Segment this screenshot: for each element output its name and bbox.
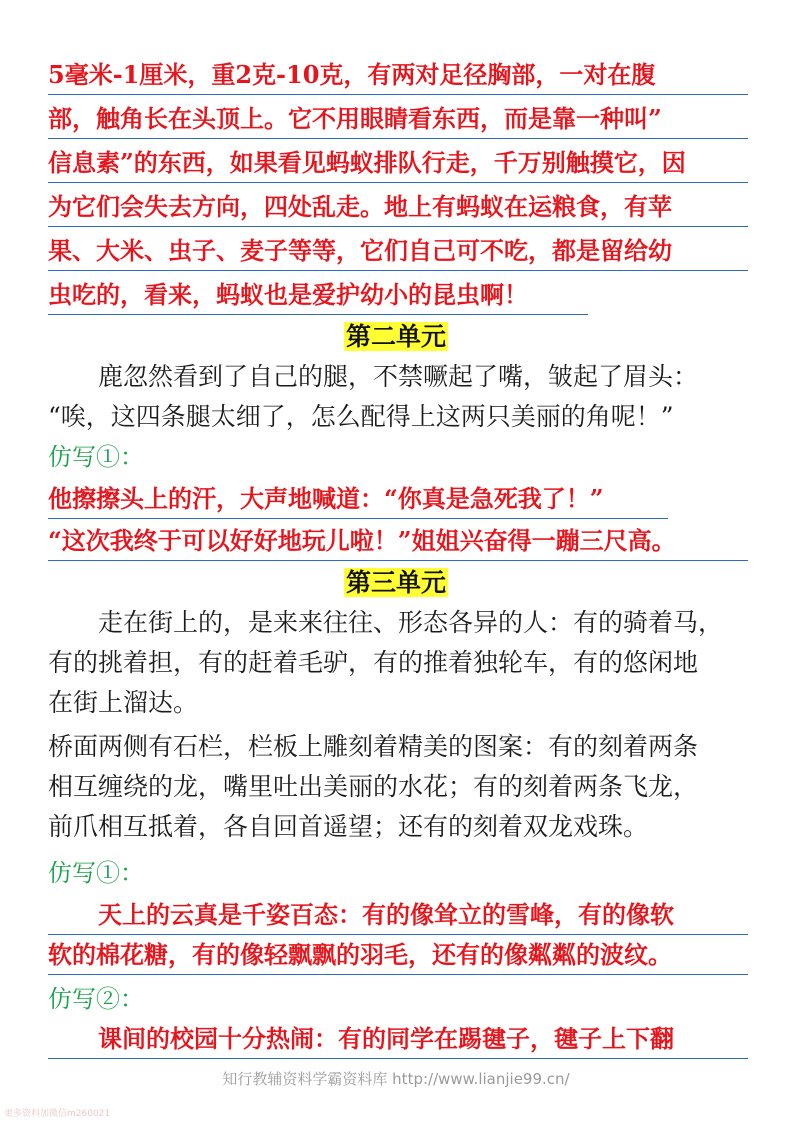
unit3-text1-line-1: 走在街上的，是来来往往、形态各异的人：有的骑着马， — [98, 608, 724, 637]
unit3-heading — [0, 566, 792, 600]
unit3-text2-line-1: 桥面两侧有石栏，栏板上雕刻着精美的图案：有的刻着两条 — [48, 732, 699, 761]
intro-line-6: 虫吃的，看来，蚂蚁也是爱护幼小的昆虫啊！ — [48, 278, 588, 315]
intro-line-5: 果、大米、虫子、麦子等等，它们自己可不吃，都是留给幼 — [48, 234, 748, 271]
unit2-imitation1-label: 仿写①： — [48, 443, 144, 471]
unit2-heading-text: 第二单元 — [345, 322, 446, 351]
intro-line-3: 信息素”的东西，如果看见蚂蚁排队行走，千万别触摸它，因 — [48, 146, 748, 183]
unit2-text-line-2: “唉，这四条腿太细了，怎么配得上这两只美丽的角呢！” — [48, 402, 674, 431]
unit2-text-line-1: 鹿忽然看到了自己的腿，不禁噘起了嘴，皱起了眉头： — [98, 362, 699, 391]
footer-watermark: 知行教辅资料学霸资料库 http://www.lianjie99.cn/ — [222, 1070, 570, 1088]
unit3-imitation2-label: 仿写②： — [48, 985, 144, 1013]
corner-mark: 更多资料加微信m260021 — [4, 1109, 111, 1119]
unit3-imitation1-line-1: 天上的云真是千姿百态：有的像耸立的雪峰，有的像软 — [48, 898, 748, 935]
unit2-imitation1-line-1: 他擦擦头上的汗，大声地喊道：“你真是急死我了！” — [48, 482, 668, 519]
unit3-text2-line-2: 相互缠绕的龙，嘴里吐出美丽的水花；有的刻着两条飞龙， — [48, 772, 699, 801]
intro-line-2: 部，触角长在头顶上。它不用眼睛看东西，而是靠一种叫” — [48, 102, 748, 139]
unit3-text2-line-3: 前爪相互抵着，各自回首遥望；还有的刻着双龙戏珠。 — [48, 812, 649, 841]
unit2-imitation1-line-2: “这次我终于可以好好地玩儿啦！”姐姐兴奋得一蹦三尺高。 — [48, 524, 748, 561]
unit2-heading — [0, 320, 792, 354]
unit3-text1-line-2: 有的挑着担，有的赶着毛驴，有的推着独轮车，有的悠闲地 — [48, 648, 699, 677]
unit3-imitation1-line-2: 软的棉花糖，有的像轻飘飘的羽毛，还有的像粼粼的波纹。 — [48, 938, 748, 975]
unit3-imitation2-line-1: 课间的校园十分热闹：有的同学在踢毽子，毽子上下翻 — [48, 1022, 748, 1059]
unit3-imitation1-label: 仿写①： — [48, 859, 144, 887]
intro-line-1: 5毫米-1厘米，重2克-10克，有两对足径胸部，一对在腹 — [48, 58, 748, 95]
unit3-heading-text: 第三单元 — [345, 568, 446, 597]
intro-line-4: 为它们会失去方向，四处乱走。地上有蚂蚁在运粮食，有苹 — [48, 190, 748, 227]
unit3-text1-line-3: 在街上溜达。 — [48, 688, 199, 717]
